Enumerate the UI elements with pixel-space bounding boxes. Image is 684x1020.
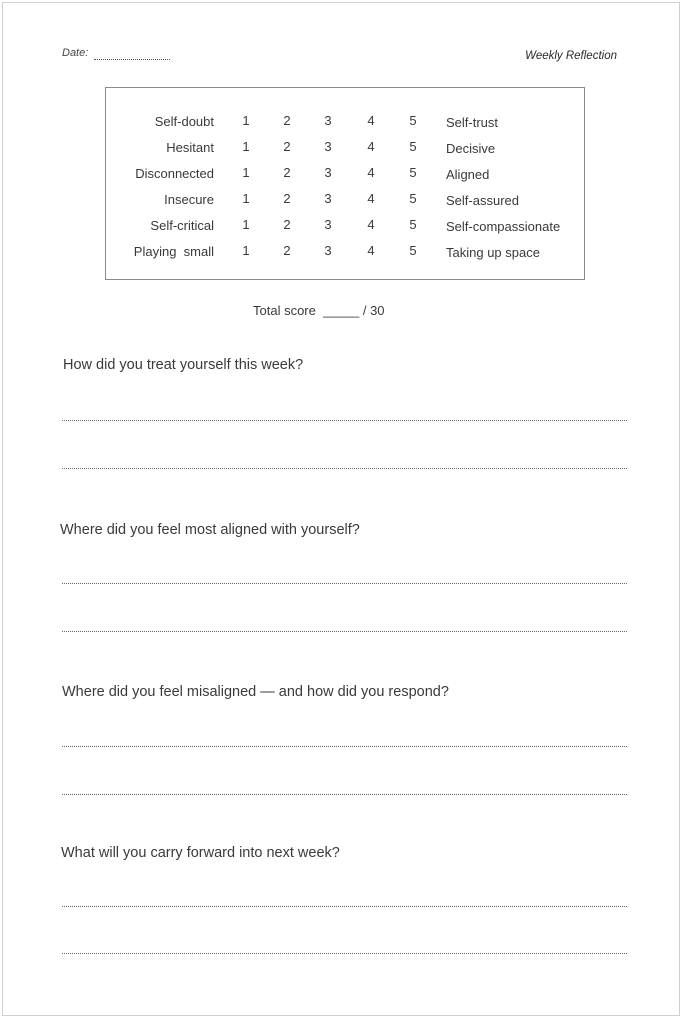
scale-left-label: Insecure (164, 192, 214, 207)
scale-option-5[interactable]: 5 (409, 165, 417, 180)
scale-right-label: Self-compassionate (446, 219, 561, 234)
question-4: What will you carry forward into next week? (61, 845, 340, 861)
scale-option-3[interactable]: 3 (324, 165, 332, 180)
date-field-line[interactable] (94, 59, 170, 60)
scale-left-label: Self-critical (150, 218, 214, 233)
scale-option-1[interactable]: 1 (242, 217, 250, 232)
scale-row (106, 192, 584, 212)
scale-right-label: Taking up space (446, 245, 540, 260)
answer-line[interactable] (62, 631, 627, 632)
scale-left-label: Self-doubt (154, 114, 214, 129)
answer-line[interactable] (62, 953, 627, 954)
scale-left-label: Hesitant (166, 140, 214, 155)
scale-left-label: Disconnected (135, 166, 214, 181)
scale-option-5[interactable]: 5 (409, 191, 417, 206)
scale-row (106, 244, 584, 264)
scale-option-1[interactable]: 1 (242, 243, 250, 258)
scale-row (106, 218, 584, 238)
scale-option-1[interactable]: 1 (242, 165, 250, 180)
scale-option-4[interactable]: 4 (367, 165, 375, 180)
scale-option-5[interactable]: 5 (409, 217, 417, 232)
answer-line[interactable] (62, 420, 627, 421)
scale-option-5[interactable]: 5 (409, 243, 417, 258)
scale-option-2[interactable]: 2 (283, 139, 291, 154)
scale-option-1[interactable]: 1 (242, 139, 250, 154)
scale-option-4[interactable]: 4 (367, 113, 375, 128)
scale-right-label: Aligned (446, 167, 490, 182)
scale-option-4[interactable]: 4 (367, 139, 375, 154)
question-1: How did you treat yourself this week? (63, 357, 304, 373)
scale-option-4[interactable]: 4 (367, 217, 375, 232)
scale-row (106, 140, 584, 160)
scale-option-3[interactable]: 3 (324, 217, 332, 232)
scale-option-3[interactable]: 3 (324, 139, 332, 154)
question-3: Where did you feel misaligned — and how did you respond? (62, 684, 449, 700)
scale-right-label: Decisive (446, 141, 496, 156)
scale-left-label: Playing small (133, 244, 214, 259)
answer-line[interactable] (62, 583, 627, 584)
answer-line[interactable] (62, 468, 627, 469)
scale-option-1[interactable]: 1 (242, 113, 250, 128)
scale-option-3[interactable]: 3 (324, 113, 332, 128)
scale-row (106, 114, 584, 134)
page-frame (2, 2, 680, 1016)
question-2: Where did you feel most aligned with yourself? (60, 522, 360, 538)
scale-option-3[interactable]: 3 (324, 191, 332, 206)
scale-option-2[interactable]: 2 (283, 191, 291, 206)
scale-right-label: Self-trust (446, 115, 499, 130)
scale-option-4[interactable]: 4 (367, 191, 375, 206)
scale-option-5[interactable]: 5 (409, 139, 417, 154)
answer-line[interactable] (62, 794, 627, 795)
scale-option-1[interactable]: 1 (242, 191, 250, 206)
scale-option-2[interactable]: 2 (283, 243, 291, 258)
date-label: Date: (62, 47, 89, 59)
document-title: Weekly Reflection (525, 50, 617, 62)
scale-option-2[interactable]: 2 (283, 113, 291, 128)
scale-option-2[interactable]: 2 (283, 165, 291, 180)
rating-scale-box (105, 87, 585, 280)
scale-option-2[interactable]: 2 (283, 217, 291, 232)
total-score: Total score _____ / 30 (253, 303, 385, 318)
answer-line[interactable] (62, 906, 627, 907)
scale-option-4[interactable]: 4 (367, 243, 375, 258)
scale-option-3[interactable]: 3 (324, 243, 332, 258)
answer-line[interactable] (62, 746, 627, 747)
scale-right-label: Self-assured (446, 193, 519, 208)
scale-row (106, 166, 584, 186)
scale-option-5[interactable]: 5 (409, 113, 417, 128)
